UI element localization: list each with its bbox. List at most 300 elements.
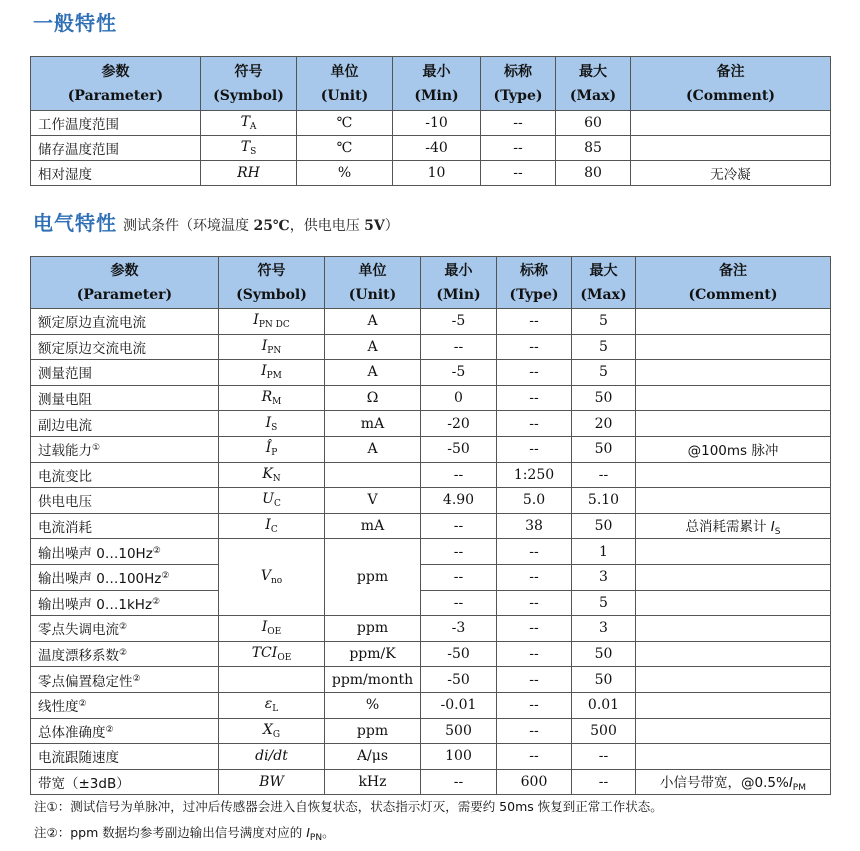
param-name [31, 769, 219, 795]
param-name [31, 334, 219, 360]
param-name [31, 360, 219, 386]
symbol-subscript: M [272, 397, 282, 408]
comment-symbol: I [770, 519, 775, 536]
param-name-text: 电流跟随速度 [38, 750, 119, 767]
unit-cell: kHz [325, 769, 421, 795]
electrical-title-text: 电气特性 [33, 211, 117, 235]
footnote-1: 注①：测试信号为单脉冲，过冲后传感器会进入自恢复状态，状态指示灯灭，需要约 50ms 恢复到正常工作状态。 [34, 799, 663, 814]
max-value: 5 [572, 309, 636, 335]
column-header [297, 57, 393, 111]
symbol-main: V [260, 568, 271, 585]
param-name [31, 513, 219, 539]
typ-value: 5.0 [497, 488, 572, 514]
min-value: -5 [421, 309, 497, 335]
column-header-en: (Unit) [348, 286, 397, 303]
column-header-cn: 最大 [589, 262, 618, 279]
table-header [31, 257, 831, 309]
typ-value: -- [481, 161, 556, 186]
table-row [31, 411, 831, 437]
table-row [31, 436, 831, 462]
symbol-subscript: C [273, 499, 281, 510]
column-header-en: (Max) [569, 87, 617, 104]
unit-cell: mA [325, 411, 421, 437]
min-value: -- [421, 564, 497, 590]
symbol-cell [219, 334, 325, 360]
param-name [31, 385, 219, 411]
table-row [31, 641, 831, 667]
column-header [497, 257, 572, 309]
symbol-cell [201, 161, 297, 186]
footnote-mark: ② [152, 596, 161, 607]
table-row [31, 667, 831, 693]
footnote-mark: ② [78, 699, 87, 710]
symbol-cell [219, 462, 325, 488]
min-value: 100 [421, 744, 497, 770]
param-name [31, 590, 219, 616]
comment-symbol: I [788, 774, 793, 791]
column-header-cn: 最小 [422, 63, 451, 80]
param-name-text: 电流变比 [38, 468, 92, 485]
param-name-text: 输出噪声 0…100Hz [38, 571, 162, 588]
unit-cell: ppm [325, 718, 421, 744]
param-name [31, 161, 201, 186]
typ-value: -- [497, 539, 572, 565]
typ-value: -- [497, 411, 572, 437]
param-name-text: 相对湿度 [38, 167, 92, 183]
typ-value: -- [497, 744, 572, 770]
max-value: 5.10 [572, 488, 636, 514]
max-value: 3 [572, 564, 636, 590]
condition-suffix: ） [384, 218, 399, 234]
table-row [31, 692, 831, 718]
param-name-text: 电流消耗 [38, 520, 92, 537]
comment-text: @100ms 脉冲 [687, 443, 779, 460]
param-name-text: 零点偏置稳定性 [38, 673, 133, 690]
unit-cell: % [297, 161, 393, 186]
typ-value: 38 [497, 513, 572, 539]
comment-cell [636, 769, 831, 795]
symbol-subscript: PN DC [258, 320, 290, 331]
max-value: 50 [572, 667, 636, 693]
param-name [31, 667, 219, 693]
column-header [421, 257, 497, 309]
column-header-cn: 最大 [579, 63, 607, 80]
symbol-cell [201, 111, 297, 136]
symbol-cell [219, 385, 325, 411]
table-row [31, 564, 831, 590]
min-value: 0 [421, 385, 497, 411]
min-value: -0.01 [421, 692, 497, 718]
symbol-cell [219, 718, 325, 744]
typ-value: 600 [497, 769, 572, 795]
footnote-mark: ② [119, 648, 128, 659]
column-header-cn: 备注 [716, 63, 745, 80]
symbol-main: Î [265, 440, 272, 457]
comment-cell [636, 564, 831, 590]
symbol-main: R [261, 389, 273, 406]
unit-cell: A [325, 309, 421, 335]
footnote-mark: ① [92, 443, 101, 454]
column-header [481, 57, 556, 111]
symbol-subscript: S [250, 147, 257, 157]
param-name-text: 测量范围 [38, 366, 92, 383]
footnote-mark: ② [132, 673, 141, 684]
comment-cell [636, 462, 831, 488]
symbol-cell [219, 641, 325, 667]
comment-cell [636, 385, 831, 411]
typ-value: -- [497, 590, 572, 616]
electrical-characteristics-table [30, 256, 831, 795]
max-value: 1 [572, 539, 636, 565]
column-header-en: (Parameter) [67, 87, 164, 104]
unit-cell: ℃ [297, 136, 393, 161]
param-name [31, 462, 219, 488]
typ-value: -- [497, 309, 572, 335]
min-value: 500 [421, 718, 497, 744]
symbol-subscript: N [272, 473, 281, 484]
general-section-title: 一般特性 [33, 11, 117, 35]
max-value: 85 [556, 136, 631, 161]
min-value: 10 [393, 161, 481, 186]
max-value: 5 [572, 590, 636, 616]
param-name-text: 总体准确度 [38, 724, 106, 741]
typ-value: -- [481, 136, 556, 161]
typ-value: -- [497, 564, 572, 590]
symbol-subscript: no [270, 576, 283, 587]
column-header-cn: 参数 [101, 63, 130, 80]
comment-text: 小信号带宽，@0.5% [660, 774, 789, 791]
column-header-cn: 参数 [110, 262, 139, 279]
max-value: 3 [572, 616, 636, 642]
column-header-en: (Symbol) [213, 87, 284, 104]
symbol-cell [219, 769, 325, 795]
table-row [31, 161, 831, 186]
condition-prefix: 测试条件（环境温度 [123, 218, 249, 234]
symbol-subscript: PM [266, 371, 282, 382]
table-header [31, 57, 831, 111]
comment-cell [636, 309, 831, 335]
typ-value: -- [497, 641, 572, 667]
unit-cell: A [325, 360, 421, 386]
symbol-main: I [253, 312, 259, 329]
column-header [393, 57, 481, 111]
max-value: -- [572, 744, 636, 770]
table-row [31, 360, 831, 386]
table-row [31, 539, 831, 565]
typ-value: -- [497, 360, 572, 386]
table-row [31, 744, 831, 770]
min-value: -- [421, 462, 497, 488]
comment-cell [631, 111, 831, 136]
table-row [31, 488, 831, 514]
column-header-en: (Comment) [686, 87, 775, 104]
footnotes [34, 794, 663, 851]
table-row [31, 462, 831, 488]
column-header-en: (Comment) [688, 286, 778, 303]
column-header-en: (Symbol) [236, 286, 307, 303]
min-value: -40 [393, 136, 481, 161]
comment-cell [636, 488, 831, 514]
footnote-2-text: 注②：ppm 数据均参考副边输出信号满度对应的 [34, 825, 307, 840]
param-name-text: 供电电压 [38, 494, 92, 511]
table-row [31, 309, 831, 335]
column-header-cn: 符号 [257, 262, 286, 279]
symbol-subscript: A [249, 122, 257, 132]
typ-value: -- [497, 718, 572, 744]
max-value: 50 [572, 641, 636, 667]
symbol-subscript: L [272, 704, 279, 715]
unit-cell: % [325, 692, 421, 718]
column-header-cn: 标称 [520, 262, 548, 279]
param-name-text: 额定原边直流电流 [38, 315, 146, 332]
footnote-2-suffix: 。 [322, 825, 335, 840]
min-value: -20 [421, 411, 497, 437]
comment-cell [636, 667, 831, 693]
symbol-cell [219, 488, 325, 514]
column-header-en: (Min) [436, 286, 481, 303]
param-name [31, 692, 219, 718]
table-row [31, 718, 831, 744]
column-header-en: (Unit) [320, 87, 369, 104]
footnote-2 [34, 820, 663, 851]
comment-cell [636, 411, 831, 437]
comment-cell [636, 590, 831, 616]
column-header-en: (Max) [580, 286, 627, 303]
footnote-mark: ② [105, 724, 114, 735]
symbol-cell [201, 136, 297, 161]
footnote-mark: ② [119, 622, 128, 633]
param-name-text: 输出噪声 0…1kHz [38, 596, 153, 613]
min-value: -3 [421, 616, 497, 642]
min-value: 4.90 [421, 488, 497, 514]
unit-cell: A [325, 334, 421, 360]
param-name [31, 641, 219, 667]
table-row [31, 385, 831, 411]
symbol-cell [219, 360, 325, 386]
table-row [31, 513, 831, 539]
column-header [556, 57, 631, 111]
symbol-main: X [262, 721, 273, 738]
param-name-text: 过载能力 [38, 443, 92, 460]
unit-cell: A/μs [325, 744, 421, 770]
column-header [31, 257, 219, 309]
column-header-en: (Type) [493, 87, 543, 104]
param-name-text: 工作温度范围 [38, 117, 119, 133]
comment-cell [636, 744, 831, 770]
symbol-subscript: PN [267, 345, 282, 356]
unit-cell: V [325, 488, 421, 514]
comment-cell [636, 513, 831, 539]
symbol-main: I [261, 619, 268, 636]
column-header [636, 257, 831, 309]
symbol-main: I [261, 363, 267, 380]
symbol-subscript: C [270, 525, 278, 536]
symbol-main: I [265, 517, 271, 534]
test-condition [123, 218, 399, 234]
max-value: 20 [572, 411, 636, 437]
unit-cell: mA [325, 513, 421, 539]
param-name [31, 488, 219, 514]
comment-cell [636, 436, 831, 462]
column-header-en: (Type) [509, 286, 559, 303]
param-name [31, 744, 219, 770]
column-header [31, 57, 201, 111]
symbol-cell [219, 309, 325, 335]
comment-text: 总消耗需累计 [685, 519, 771, 536]
table-row [31, 590, 831, 616]
column-header-cn: 符号 [234, 63, 263, 80]
unit-cell: ppm/K [325, 641, 421, 667]
comment-cell [631, 136, 831, 161]
max-value: 5 [572, 334, 636, 360]
comment-cell [636, 334, 831, 360]
table-row [31, 111, 831, 136]
symbol-main: TCI [251, 645, 278, 662]
comment-cell [636, 616, 831, 642]
min-value: -- [421, 769, 497, 795]
symbol-cell [219, 539, 325, 616]
symbol-main: I [265, 414, 272, 431]
symbol-main: I [261, 337, 268, 354]
max-value: -- [572, 462, 636, 488]
symbol-main: RH [237, 165, 260, 181]
symbol-main: K [262, 465, 273, 482]
min-value: -50 [421, 641, 497, 667]
typ-value: -- [497, 692, 572, 718]
param-name [31, 309, 219, 335]
column-header-cn: 单位 [330, 63, 359, 80]
max-value: 60 [556, 111, 631, 136]
max-value: 5 [572, 360, 636, 386]
symbol-subscript: OE [277, 653, 292, 664]
typ-value: -- [497, 436, 572, 462]
symbol-main: U [262, 491, 274, 508]
footnote-2-subscript: PN [309, 833, 323, 843]
param-name [31, 564, 219, 590]
table-row [31, 136, 831, 161]
typ-value: -- [497, 616, 572, 642]
general-characteristics-table [30, 56, 831, 186]
column-header-cn: 单位 [358, 262, 387, 279]
param-name [31, 411, 219, 437]
min-value: -- [421, 539, 497, 565]
typ-value: -- [497, 667, 572, 693]
unit-cell: Ω [325, 385, 421, 411]
footnote-mark: ② [152, 545, 161, 556]
column-header-cn: 标称 [504, 63, 532, 80]
comment-cell [636, 718, 831, 744]
param-name [31, 718, 219, 744]
max-value: 50 [572, 436, 636, 462]
column-header-en: (Parameter) [76, 286, 173, 303]
comment-text: 无冷凝 [710, 167, 751, 183]
comment-subscript: S [774, 527, 781, 538]
param-name-text: 储存温度范围 [38, 142, 119, 158]
param-name [31, 616, 219, 642]
unit-cell [325, 462, 421, 488]
min-value: -- [421, 513, 497, 539]
symbol-cell [219, 411, 325, 437]
condition-temp: 25℃ [253, 218, 290, 234]
column-header-en: (Min) [414, 87, 459, 104]
min-value: -5 [421, 360, 497, 386]
symbol-main: T [240, 139, 251, 155]
param-name-text: 线性度 [38, 699, 79, 716]
param-name-text: 零点失调电流 [38, 622, 119, 639]
comment-cell [636, 641, 831, 667]
unit-cell: ppm/month [325, 667, 421, 693]
condition-volt: 5V [364, 218, 385, 234]
param-name [31, 436, 219, 462]
min-value: -- [421, 334, 497, 360]
column-header [201, 57, 297, 111]
column-header [219, 257, 325, 309]
max-value: 50 [572, 513, 636, 539]
symbol-subscript: S [271, 422, 278, 433]
min-value: -50 [421, 436, 497, 462]
param-name [31, 539, 219, 565]
column-header [572, 257, 636, 309]
typ-value: -- [497, 334, 572, 360]
symbol-cell [219, 667, 325, 693]
unit-cell: A [325, 436, 421, 462]
electrical-section-title [33, 207, 399, 236]
symbol-main: BW [259, 773, 284, 790]
symbol-subscript: OE [267, 627, 282, 638]
column-header-cn: 最小 [444, 262, 473, 279]
max-value: 0.01 [572, 692, 636, 718]
param-name-text: 带宽（±3dB） [38, 775, 130, 792]
table-row [31, 616, 831, 642]
symbol-cell [219, 744, 325, 770]
table-row [31, 334, 831, 360]
symbol-subscript: P [271, 448, 278, 459]
typ-value: -- [497, 385, 572, 411]
comment-cell [636, 360, 831, 386]
unit-cell: ppm [325, 616, 421, 642]
table-row [31, 769, 831, 795]
column-header [631, 57, 831, 111]
min-value: -50 [421, 667, 497, 693]
typ-value: 1:250 [497, 462, 572, 488]
symbol-main: di/dt [255, 748, 288, 765]
max-value: 50 [572, 385, 636, 411]
max-value: -- [572, 769, 636, 795]
param-name-text: 输出噪声 0…10Hz [38, 545, 153, 562]
column-header-cn: 备注 [719, 262, 747, 279]
footnote-2-symbol: I [306, 825, 310, 840]
comment-cell [636, 692, 831, 718]
param-name [31, 136, 201, 161]
max-value: 500 [572, 718, 636, 744]
param-name [31, 111, 201, 136]
symbol-cell [219, 692, 325, 718]
param-name-text: 副边电流 [38, 417, 92, 434]
param-name-text: 测量电阻 [38, 392, 92, 409]
unit-cell: ℃ [297, 111, 393, 136]
symbol-main: ε [264, 696, 273, 713]
min-value: -- [421, 590, 497, 616]
comment-subscript: PM [792, 782, 806, 793]
param-name-text: 额定原边交流电流 [38, 340, 146, 357]
comment-cell [631, 161, 831, 186]
footnote-mark: ② [161, 571, 170, 582]
typ-value: -- [481, 111, 556, 136]
param-name-text: 温度漂移系数 [38, 648, 119, 665]
max-value: 80 [556, 161, 631, 186]
condition-mid: ，供电电压 [289, 218, 360, 234]
column-header [325, 257, 421, 309]
